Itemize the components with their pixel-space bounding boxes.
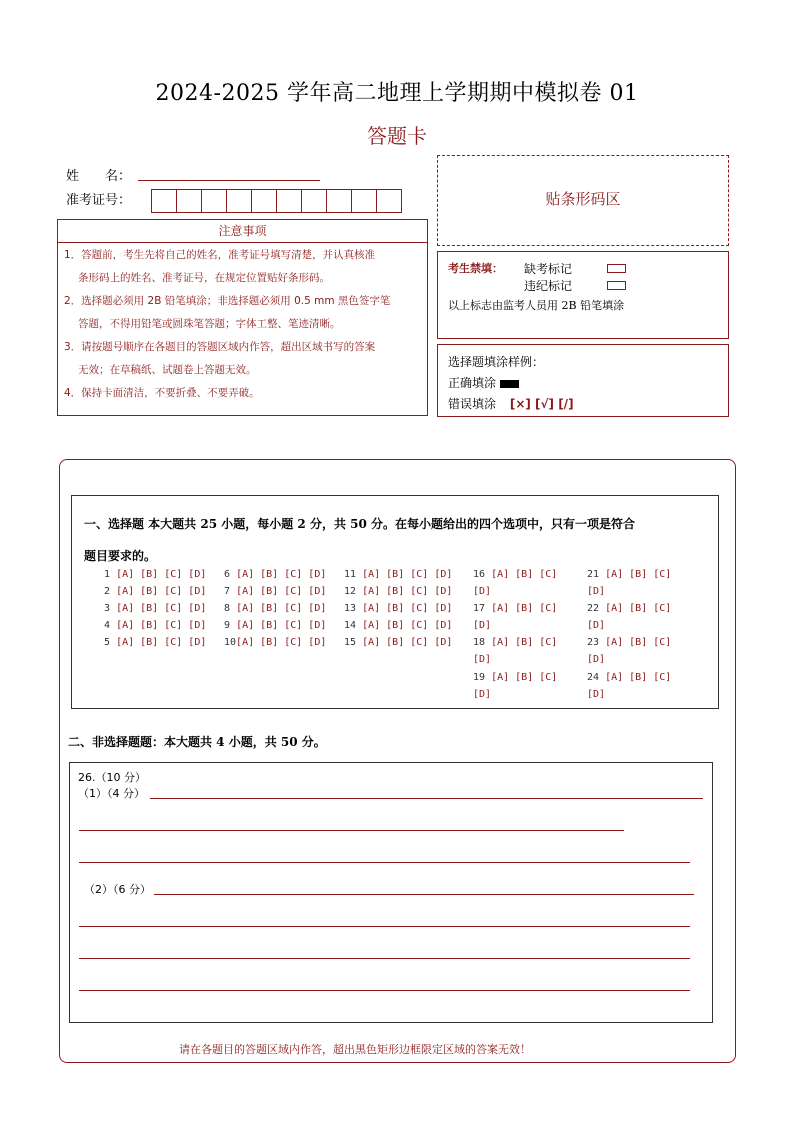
question-26-label: 26.（10 分）: [78, 771, 146, 784]
question-row[interactable]: 5 [A] [B] [C] [D]: [104, 637, 207, 648]
note-line: 答题，不得用铅笔或圆珠笔答题；字体工整、笔迹清晰。: [78, 318, 341, 330]
notes-box: [57, 242, 428, 416]
note-item: [64, 244, 421, 290]
note-line: 4．保持卡面清洁，不要折叠、不要弄破。: [64, 387, 260, 399]
question-row[interactable]: 16 [A] [B] [C]: [473, 569, 558, 580]
question-row[interactable]: 19 [A] [B] [C]: [473, 672, 558, 683]
name-label: 姓 名：: [66, 169, 132, 184]
answer-line[interactable]: [79, 830, 624, 831]
proctor-marks-box: [437, 251, 729, 339]
note-line: 无效；在草稿纸、试题卷上答题无效。: [78, 364, 257, 376]
question-option-d[interactable]: [D]: [473, 586, 492, 597]
section1-heading: [84, 508, 712, 572]
question-row[interactable]: 3 [A] [B] [C] [D]: [104, 603, 207, 614]
question-option-d[interactable]: [D]: [587, 620, 606, 631]
notes-heading: 注意事项: [57, 219, 428, 243]
id-digit-box[interactable]: [151, 189, 177, 213]
question-row[interactable]: 14 [A] [B] [C] [D]: [344, 620, 453, 631]
exam-id-boxes[interactable]: [151, 189, 401, 213]
id-digit-box[interactable]: [276, 189, 302, 213]
id-digit-box[interactable]: [301, 189, 327, 213]
question-row[interactable]: 4 [A] [B] [C] [D]: [104, 620, 207, 631]
answer-sheet-title: 答题卡: [367, 124, 427, 148]
id-digit-box[interactable]: [176, 189, 202, 213]
question-row[interactable]: 11 [A] [B] [C] [D]: [344, 569, 453, 580]
id-digit-box[interactable]: [251, 189, 277, 213]
violation-mark-box[interactable]: [607, 281, 626, 290]
question-row[interactable]: 2 [A] [B] [C] [D]: [104, 586, 207, 597]
note-line: 1．答题前，考生先将自己的姓名，准考证号填写清楚，并认真核准: [64, 249, 376, 261]
note-line: 2．选择题必须用 2B 铅笔填涂；非选择题必须用 0.5 mm 黑色签字笔: [64, 295, 391, 307]
question-option-d[interactable]: [D]: [473, 620, 492, 631]
section1-heading-line: 题目要求的。: [84, 549, 157, 563]
answer-line[interactable]: [79, 958, 690, 959]
id-digit-box[interactable]: [226, 189, 252, 213]
question-option-d[interactable]: [D]: [587, 586, 606, 597]
question-option-d[interactable]: [D]: [473, 654, 492, 665]
note-line: 条形码上的姓名、准考证号，在规定位置贴好条形码。: [78, 272, 330, 284]
question-option-d[interactable]: [D]: [473, 689, 492, 700]
id-digit-box[interactable]: [201, 189, 227, 213]
wrong-fill-text: 错误填涂: [448, 397, 497, 411]
note-item: [64, 336, 421, 382]
question-row[interactable]: 13 [A] [B] [C] [D]: [344, 603, 453, 614]
part-1-label: （1）（4 分）: [78, 787, 145, 800]
section1-heading-line: 一、选择题 本大题共 25 小题，每小题 2 分，共 50 分。在每小题给出的四个选项中，只有一项是符合: [84, 517, 635, 531]
barcode-area[interactable]: 贴条形码区: [437, 155, 729, 246]
question-row[interactable]: 1 [A] [B] [C] [D]: [104, 569, 207, 580]
sample-title: 选择题填涂样例：: [448, 355, 545, 369]
question-option-d[interactable]: [D]: [587, 689, 606, 700]
wrong-fill-label: [448, 395, 574, 412]
name-field[interactable]: [138, 180, 320, 181]
absent-mark-label: 缺考标记: [524, 262, 573, 276]
fill-sample-box: [437, 344, 729, 417]
multiple-choice-box: [71, 495, 719, 709]
answer-line[interactable]: [79, 926, 690, 927]
question-row[interactable]: 24 [A] [B] [C]: [587, 672, 672, 683]
question-26-box: [69, 762, 713, 1023]
question-row[interactable]: 10[A] [B] [C] [D]: [224, 637, 327, 648]
question-row[interactable]: 9 [A] [B] [C] [D]: [224, 620, 327, 631]
id-digit-box[interactable]: [351, 189, 377, 213]
question-row[interactable]: 7 [A] [B] [C] [D]: [224, 586, 327, 597]
question-row[interactable]: 17 [A] [B] [C]: [473, 603, 558, 614]
filled-mark-icon: [500, 380, 519, 388]
question-option-d[interactable]: [D]: [587, 654, 606, 665]
question-row[interactable]: 6 [A] [B] [C] [D]: [224, 569, 327, 580]
violation-mark-label: 违纪标记: [524, 279, 573, 293]
footer-warning: 请在各题目的答题区域内作答，超出黑色矩形边框限定区域的答案无效！: [179, 1043, 531, 1056]
question-row[interactable]: 18 [A] [B] [C]: [473, 637, 558, 648]
note-item: [64, 382, 421, 405]
answer-line[interactable]: [150, 798, 703, 799]
correct-fill-label: [448, 374, 519, 391]
correct-fill-text: 正确填涂: [448, 376, 497, 390]
wrong-marks: [×] [√] [/]: [509, 397, 574, 411]
answer-line[interactable]: [79, 990, 690, 991]
answer-line[interactable]: [154, 894, 694, 895]
id-digit-box[interactable]: [326, 189, 352, 213]
note-item: [64, 290, 421, 336]
question-row[interactable]: 8 [A] [B] [C] [D]: [224, 603, 327, 614]
question-row[interactable]: 15 [A] [B] [C] [D]: [344, 637, 453, 648]
question-row[interactable]: 12 [A] [B] [C] [D]: [344, 586, 453, 597]
question-row[interactable]: 22 [A] [B] [C]: [587, 603, 672, 614]
proctor-note: 以上标志由监考人员用 2B 铅笔填涂: [448, 299, 625, 312]
absent-mark-box[interactable]: [607, 264, 626, 273]
question-row[interactable]: 23 [A] [B] [C]: [587, 637, 672, 648]
proctor-only-label: 考生禁填：: [448, 262, 503, 275]
question-row[interactable]: 21 [A] [B] [C]: [587, 569, 672, 580]
section2-heading: 二、非选择题题：本大题共 4 小题，共 50 分。: [68, 735, 326, 749]
answer-line[interactable]: [79, 862, 690, 863]
note-line: 3．请按题号顺序在各题目的答题区域内作答，超出区域书写的答案: [64, 341, 376, 353]
part-2-label: （2）（6 分）: [84, 883, 151, 896]
exam-id-label: 准考证号：: [66, 193, 132, 208]
id-digit-box[interactable]: [376, 189, 402, 213]
exam-title: 2024-2025 学年高二地理上学期期中模拟卷 01: [155, 81, 639, 106]
